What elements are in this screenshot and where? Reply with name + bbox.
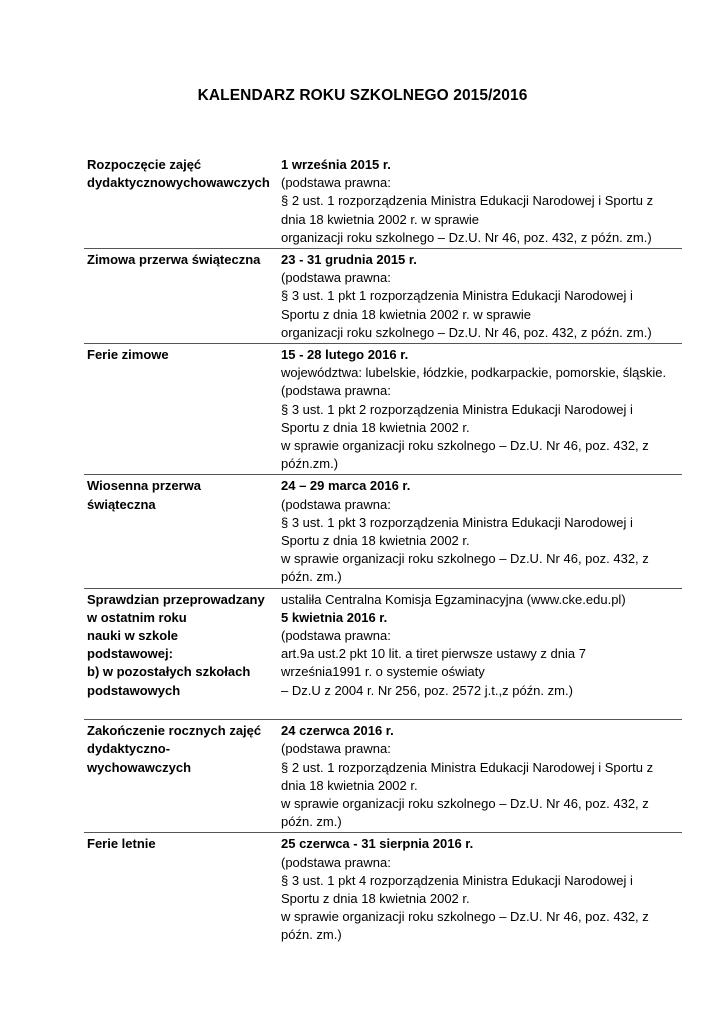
event-date: 1 września 2015 r. [281, 157, 391, 172]
event-label-line: Sprawdzian przeprowadzany [87, 591, 265, 607]
event-detail-line: § 3 ust. 1 pkt 2 rozporządzenia Ministra Edukacji Narodowej i [281, 401, 633, 417]
event-details-cell [275, 591, 682, 718]
event-label-line: podstawowych [87, 682, 181, 698]
calendar-table [84, 156, 682, 946]
event-date: 25 czerwca - 31 sierpnia 2016 r. [281, 836, 474, 852]
event-detail-line: września1991 r. o systemie oświaty [281, 664, 485, 680]
event-label-cell [84, 346, 275, 473]
event-detail-line: późn. zm.) [281, 927, 342, 943]
event-label-cell [84, 835, 275, 944]
event-label-line: Ferie letnie [87, 836, 156, 852]
event-label-line: świąteczna [87, 496, 156, 512]
event-detail-line: § 2 ust. 1 rozporządzenia Ministra Edukacji Narodowej i Sportu z [281, 759, 654, 775]
event-label-cell [84, 251, 275, 342]
event-detail-line: Sportu z dnia 18 kwietnia 2002 r. w sprawie [281, 306, 532, 322]
event-detail-line: organizacji roku szkolnego – Dz.U. Nr 46, poz. 432, z późn. zm.) [281, 324, 652, 340]
event-label-line: dydaktyczno- [87, 741, 171, 757]
event-details-cell [275, 251, 682, 342]
calendar-row [84, 249, 682, 344]
calendar-row [84, 720, 682, 833]
event-label-line: Zakończenie rocznych zajęć [87, 723, 262, 739]
event-detail-line: – Dz.U z 2004 r. Nr 256, poz. 2572 j.t.,z późn. zm.) [281, 682, 573, 698]
event-label-line: nauki w szkole [87, 628, 179, 644]
event-details-cell [275, 477, 682, 586]
event-detail-line: § 3 ust. 1 pkt 1 rozporządzenia Ministra Edukacji Narodowej i [281, 288, 633, 304]
event-date: 24 czerwca 2016 r. [281, 723, 394, 739]
event-detail-line: (podstawa prawna: [281, 175, 391, 191]
event-detail-line: § 3 ust. 1 pkt 4 rozporządzenia Ministra Edukacji Narodowej i [281, 872, 633, 888]
event-detail-line [281, 700, 682, 718]
event-detail-line: późn. zm.) [281, 569, 342, 585]
page-title: KALENDARZ ROKU SZKOLNEGO 2015/2016 [197, 87, 528, 104]
event-date: 24 – 29 marca 2016 r. [281, 478, 411, 494]
event-detail-line: (podstawa prawna: [281, 383, 391, 399]
event-label-cell [84, 156, 275, 247]
event-detail-line: w sprawie organizacji roku szkolnego – Dz.U. Nr 46, poz. 432, z [281, 438, 649, 454]
event-label-line: b) w pozostałych szkołach [87, 664, 251, 680]
event-label-line: podstawowej: [87, 646, 173, 662]
event-detail-line: dnia 18 kwietnia 2002 r. w sprawie [281, 211, 480, 227]
event-details-cell [275, 346, 682, 473]
event-label-line: Zimowa przerwa świąteczna [87, 252, 261, 268]
event-detail-line: (podstawa prawna: [281, 854, 391, 870]
event-label-cell [84, 591, 275, 718]
event-detail-line: (podstawa prawna: [281, 496, 391, 512]
event-detail-line: dnia 18 kwietnia 2002 r. [281, 777, 418, 793]
calendar-row [84, 589, 682, 720]
event-detail-line: województwa: lubelskie, łódzkie, podkarpackie, pomorskie, śląskie. [281, 365, 667, 381]
calendar-row [84, 475, 682, 588]
event-label-cell [84, 477, 275, 586]
event-label-line: Rozpoczęcie zajęć [87, 157, 202, 172]
calendar-row [84, 344, 682, 475]
event-detail-line: w sprawie organizacji roku szkolnego – Dz.U. Nr 46, poz. 432, z [281, 551, 649, 567]
event-date: 5 kwietnia 2016 r. [281, 609, 388, 625]
event-label-line: dydaktycznowychowawczych [87, 175, 270, 191]
event-detail-line: Sportu z dnia 18 kwietnia 2002 r. [281, 419, 470, 435]
event-detail-line: § 3 ust. 1 pkt 3 rozporządzenia Ministra Edukacji Narodowej i [281, 514, 633, 530]
event-detail-line: Sportu z dnia 18 kwietnia 2002 r. [281, 533, 470, 549]
event-detail-line: § 2 ust. 1 rozporządzenia Ministra Edukacji Narodowej i Sportu z [281, 193, 654, 209]
event-label-cell [84, 722, 275, 831]
event-detail-line: w sprawie organizacji roku szkolnego – Dz.U. Nr 46, poz. 432, z [281, 909, 649, 925]
event-detail-line: późn. zm.) [281, 814, 342, 830]
calendar-row [84, 833, 682, 945]
event-details-cell [275, 156, 682, 247]
event-label-line: wychowawczych [87, 759, 192, 775]
event-detail-line: ustaliła Centralna Komisja Egzaminacyjna (www.cke.edu.pl) [281, 591, 626, 607]
calendar-row [84, 156, 682, 249]
event-detail-line: Sportu z dnia 18 kwietnia 2002 r. [281, 890, 470, 906]
event-label-line: Wiosenna przerwa [87, 478, 202, 494]
event-date: 15 - 28 lutego 2016 r. [281, 347, 409, 363]
event-detail-line: w sprawie organizacji roku szkolnego – Dz.U. Nr 46, poz. 432, z [281, 795, 649, 811]
event-date: 23 - 31 grudnia 2015 r. [281, 252, 417, 268]
event-detail-line: (podstawa prawna: [281, 270, 391, 286]
event-detail-line: organizacji roku szkolnego – Dz.U. Nr 46, poz. 432, z późn. zm.) [281, 229, 652, 245]
event-label-line: w ostatnim roku [87, 609, 187, 625]
event-details-cell [275, 835, 682, 944]
event-details-cell [275, 722, 682, 831]
event-detail-line: (podstawa prawna: [281, 628, 391, 644]
event-detail-line: (podstawa prawna: [281, 741, 391, 757]
event-detail-line: późn.zm.) [281, 456, 339, 472]
event-detail-line: art.9a ust.2 pkt 10 lit. a tiret pierwsze ustawy z dnia 7 [281, 646, 586, 662]
event-label-line: Ferie zimowe [87, 347, 169, 363]
